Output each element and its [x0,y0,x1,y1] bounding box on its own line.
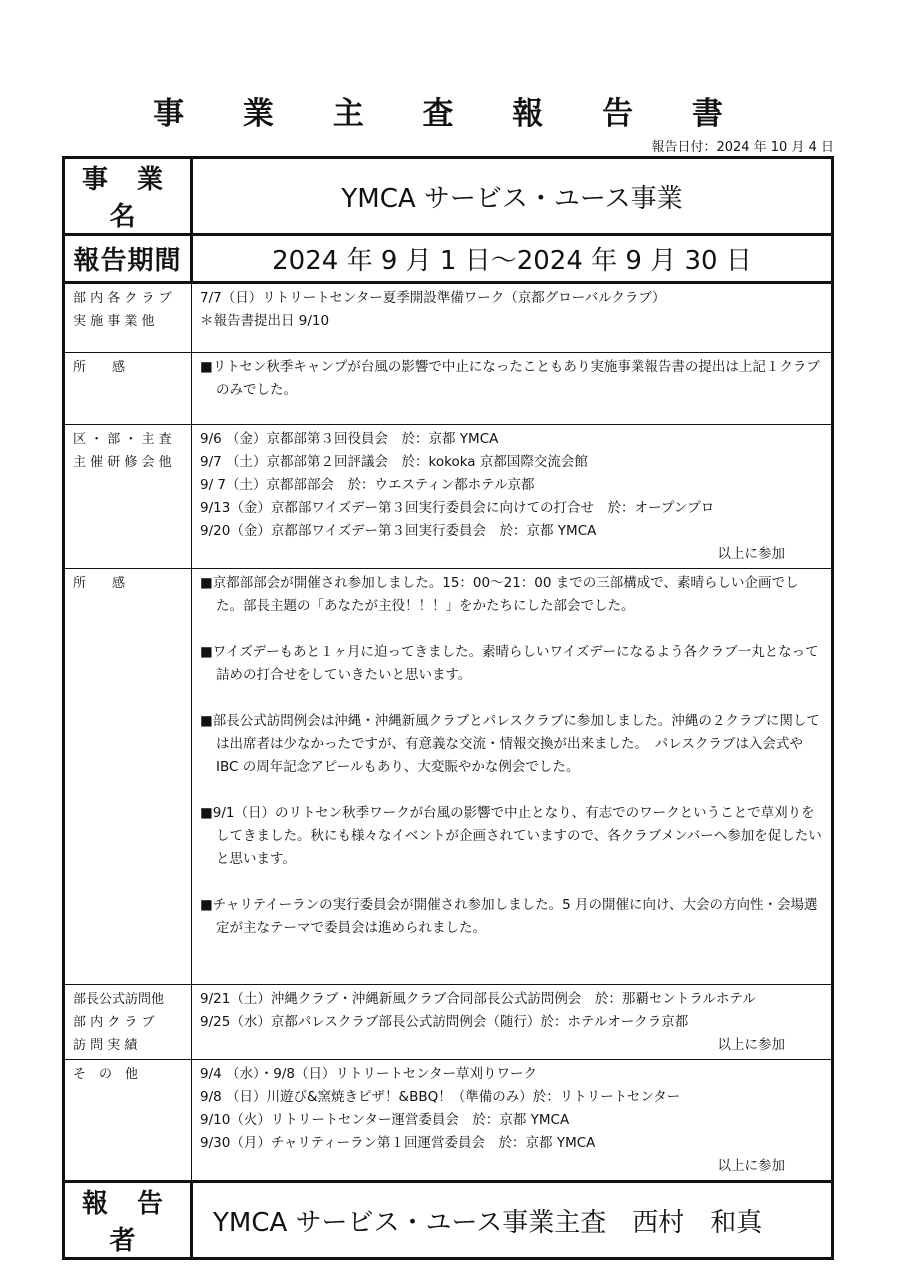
district-event-line: 9/ 7（土）京都部部会 於：ウエスティン都ホテル京都 [200,477,535,493]
other-line: 9/30（月）チャリティーラン第１回運営委員会 於：京都 YMCA [200,1135,596,1151]
impression2-content [192,569,833,985]
district-event-line: 9/13（金）京都部ワイズデー第３回実行委員会に向けての打合せ 於：オープンプロ [200,500,715,516]
visits-content [192,985,833,1060]
district-event-line: 9/6 （金）京都部第３回役員会 於：京都 YMCA [200,431,499,447]
district-participation: 以上に参加 [717,546,785,562]
impression-paragraph: ■部長公式訪問例会は沖縄・沖縄新風クラブとパレスクラブに参加しました。沖縄の２クラブに関しては出席者は少なかったですが、有意義な交流・情報交換が出来ました。 パレスクラブは入会式や IBC の周年記念アピールもあり、大変賑やかな例会でした。 [200,713,820,775]
district-label: 区 ・ 部 ・ 主 査 主 催 研 修 会 他 [64,425,192,569]
reporter-value: YMCA サービス・ユース事業主査 西村 和真 [192,1182,833,1259]
other-label: そ の 他 [64,1060,192,1182]
visits-label: 部長公式訪問他 部 内 ク ラ ブ 訪 問 実 績 [64,985,192,1060]
period-label: 報告期間 [64,235,192,283]
document-title: 事 業 主 査 報 告 書 [153,96,747,132]
impression2-label: 所 感 [64,569,192,985]
visits-row [64,985,833,1060]
visits-participation: 以上に参加 [717,1037,785,1053]
other-content [192,1060,833,1182]
impression1-content [192,353,833,425]
club-event-line: 7/7（日）リトリートセンター夏季開設準備ワーク（京都グローバルクラブ） [200,290,666,306]
period-value: 2024 年 9 月 1 日～2024 年 9 月 30 日 [192,235,833,283]
impression-paragraph: ■リトセン秋季キャンプが台風の影響で中止になったこともあり実施事業報告書の提出は上記１クラブのみでした。 [200,359,820,398]
report-table [62,156,834,1260]
other-line: 9/10（火）リトリートセンター運営委員会 於：京都 YMCA [200,1112,570,1128]
district-content [192,425,833,569]
impression2-row [64,569,833,985]
club-events-content [192,283,833,353]
business-name-label: 事 業 名 [64,158,192,235]
impression-paragraph: ■京都部部会が開催され参加しました。15：00～21：00 までの三部構成で、素晴らしい企画でした。部長主題の「あなたが主役！！！」をかたちにした部会でした。 [200,575,799,614]
report-date: 報告日付：2024 年 10 月 4 日 [651,140,834,155]
visit-line: 9/21（土）沖縄クラブ・沖縄新風クラブ合同部長公式訪問例会 於：那覇セントラルホテル [200,991,756,1007]
other-participation: 以上に参加 [717,1158,785,1174]
business-name-row [64,158,833,235]
visit-line: 9/25（水）京都パレスクラブ部長公式訪問例会（随行）於：ホテルオークラ京都 [200,1014,689,1030]
impression-paragraph: ■9/1（日）のリトセン秋季ワークが台風の影響で中止となり、有志でのワークということで草刈りをしてきました。秋にも様々なイベントが企画されていますので、各クラブメンバーへ参加を促したいと思います。 [200,805,822,867]
business-name-value: YMCA サービス・ユース事業 [192,158,833,235]
period-row [64,235,833,283]
other-row [64,1060,833,1182]
reporter-label: 報 告 者 [64,1182,192,1259]
district-event-line: 9/7 （土）京都部第２回評議会 於：kokoka 京都国際交流会館 [200,454,588,470]
reporter-row [64,1182,833,1259]
other-line: 9/4 （水）・9/8（日）リトリートセンター草刈りワーク [200,1066,538,1082]
club-event-line: ＊報告書提出日 9/10 [200,313,330,329]
club-events-label: 部 内 各 ク ラ ブ 実 施 事 業 他 [64,283,192,353]
impression1-label: 所 感 [64,353,192,425]
district-event-line: 9/20（金）京都部ワイズデー第３回実行委員会 於：京都 YMCA [200,523,597,539]
impression-paragraph: ■チャリテイーランの実行委員会が開催され参加しました。5 月の開催に向け、大会の方向性・会場選定が主なテーマで委員会は進められました。 [200,897,818,936]
impression-paragraph: ■ワイズデーもあと１ヶ月に迫ってきました。素晴らしいワイズデーになるよう各クラブ一丸となって詰めの打合せをしていきたいと思います。 [200,644,819,683]
district-row [64,425,833,569]
club-events-row [64,283,833,353]
impression1-row [64,353,833,425]
other-line: 9/8 （日）川遊び&窯焼きピザ！&BBQ！（準備のみ）於：リトリートセンター [200,1089,681,1105]
